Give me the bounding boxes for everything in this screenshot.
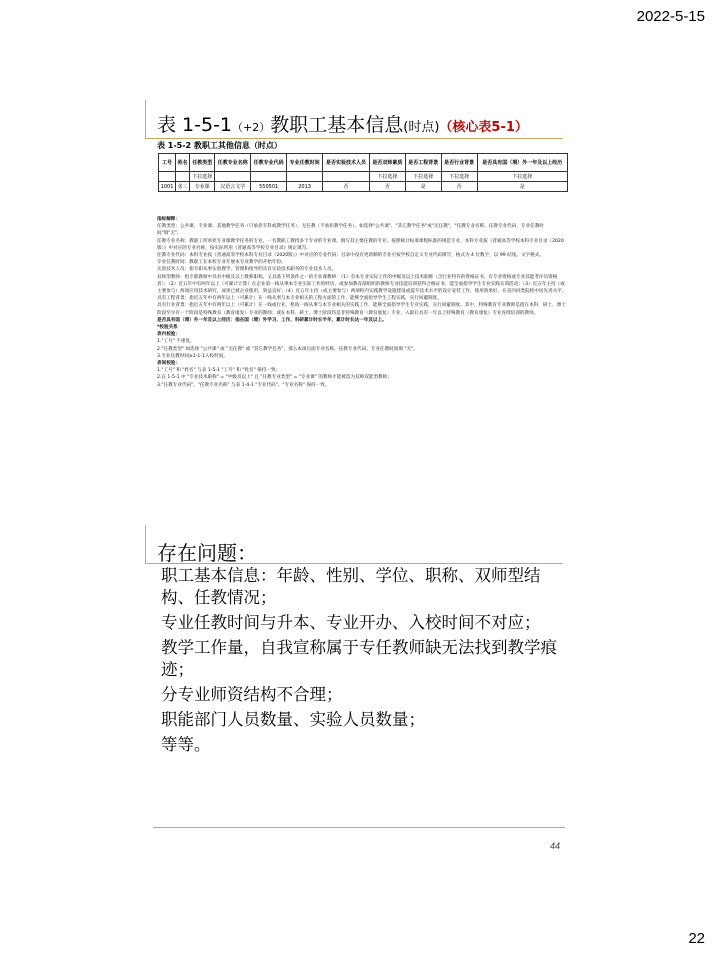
problem-item: 分专业师资结构不合理； [161,685,343,704]
table-header-cell: 是否实验技术人员 [323,154,370,172]
note-line: 指标解释： [157,217,180,222]
table-cell: 汉语言文学 [215,182,251,192]
table-cell: 否 [323,182,370,192]
table-cell: 专业课 [190,182,215,192]
table-cell: 是 [405,182,441,192]
slide-title: 存在问题： [157,541,257,565]
table-cell: 下拉选择 [441,172,477,182]
slide-problems [145,525,570,851]
table-header-cell: 专业任教时间 [287,154,323,172]
footer-rule [153,827,565,828]
table-header-cell: 工号 [159,154,176,172]
problem-item: 教学工作量，自我宣称属于专任教师缺无法找到教学痕迹； [161,638,557,679]
note-line: 双师型教师：指专职教师中具有中级及以上教师职称，又具备下列条件之一的专业课教师：（1）有本专业实际工作的中级及以上技术职称（含行业特许的资格证书，有专业资格或专业技能考评员资格者）；（2）近五年中有两年以上（可累计计算）在企业第一线从事本专业实际工作的经历，或参加教育部组织的教师专业技能培训获得合格证书，能全面指导学生专业实践实训活动；（3）近五年主持（或主要参与）两项应用技术研究，成果已被企业使用，效益良好；（4）近五年主持（或主要参与）两项校内实践教学设施建设或提升技术水平的设计安装工作，使用效果好，在省内同类院校中居先进水平。 [157,274,567,295]
page-number: 22 [688,930,705,947]
table-header-cell: 任教专业名称 [215,154,251,172]
note-line: 任教类型：公共课、专业课、其他教学任务（只承担专科或教学任务）、无任教（不承担教学任务）。如选择"公共课"、"其它教学任务"或"无任教"，"任教专业名称、任教专业代码、专业任教时间"填"无"。 [157,224,544,237]
note-line: 表间校验： [157,361,180,367]
table-cell: 否 [441,182,477,192]
print-date: 2022-5-15 [636,8,705,25]
problem-item: 等等。 [161,735,211,754]
title-suffix: (时点) [403,120,440,135]
table-header-cell: 任教类型 [190,154,215,172]
problem-item: 职工基本信息：年龄、性别、学位、职称、双师型结构、任教情况； [161,566,541,607]
table-cell: 下拉选择 [369,172,405,182]
note-line: 具有工程背景：指近五年中有两年以上（可累计）在一线从事与本专业相关的工程方面的工作，能够全面指导学生工程实践，实行回避制度。 [157,296,442,302]
accent-rule-vertical [145,100,146,138]
table-body [159,172,568,192]
table-cell [251,172,287,182]
table-header-row [159,154,568,172]
note-line: 实验技术人员：指专职从事实验教学、管理和指导的具有实验技术职务的专业技术人员。 [157,267,337,273]
table-cell [159,172,176,182]
table-cell: 550501 [251,182,287,192]
note-line: 3."任教专业代码"、"任教专业名称" 与表 1-4-1 "专业代码"、"专业名称" 保持一致。 [157,382,330,388]
subtable-title: 表 1-5-2 教职工其他信息（时点） [157,141,282,150]
table-header-cell: 任教专业代码 [251,154,287,172]
note-line: 是否具有国（境）外一年及以上经历：指在国（境）外学习、工作、科研累计时长半年，累计时长达一年及以上。 [157,317,387,323]
table-header-cell: 是否工程背景 [405,154,441,172]
title-table-number: 表 1-5-1 [157,114,233,136]
problems-list [161,565,573,759]
table-cell [323,172,370,182]
note-line: 2.在 1-5-1 中 "专业技术职称" = "中级及以上" 且 "任教专业类型" = "专业课" 的教师才能被选为双师双能型教师； [157,375,392,381]
slide-number: 44 [549,841,560,851]
title-text: 教职工基本信息 [270,114,404,136]
table-cell: 下拉选择 [190,172,215,182]
problem-item: 专业任教时间与升本、专业开办、入校时间不对应； [161,613,541,632]
title-paren: （+2） [232,121,271,134]
table-cell [176,172,190,182]
note-line: 1."工号" 和 "姓名" 与表 1-5-1 "工号" 和 "姓名" 保持一致； [157,368,281,374]
note-line: 2."任教类型" 如选择 "公共课" 或 "无任教" 或 "其它教学任务"，那么本项后面专业名称、任教专业代码、专业任教时间填 "无"。 [157,346,418,352]
indicator-notes [157,216,567,389]
accent-rule-horizontal [145,138,563,139]
slide-table-info [145,100,565,420]
problem-item: 职能部门人员数量、实验人员数量； [161,710,425,729]
note-line: 表内校验： [157,332,180,338]
staff-info-table [158,153,568,192]
table-cell [287,172,323,182]
note-line: 具有行业背景：指近五年中有两年以上（可累计）在一线或行业、机构一线从事与本专业相关的实践工作，能够全面指导学生专业实践，实行回避制度。其中，特殊教育专业教师是指在本科、研士、博士阶段至少有一个阶段是特殊教育（教育康复）专业的教师；或在本科、研士、博士阶段均是非特殊教育（教育康复）专业，入职后具有一年以上特殊教育（教育康复）专业连续培训的教师。 [157,303,566,316]
table-cell: 1001 [159,182,176,192]
note-line: *校验关系 [157,325,178,331]
table-header-cell: 是否具有国（境）外一年及以上经历 [477,154,567,172]
title-core-label: （核心表5-1） [439,120,528,135]
table-cell: 下拉选择 [477,172,567,182]
table-cell: 下拉选择 [405,172,441,182]
table-cell: 张三 [176,182,190,192]
note-line: 任教专业名称：教职工所承担专业课教学任务的专业，一名教职工教授多个专业的专业课，填写其主要任教的专业。按照统计标准课程标准的规范专业，本科专业按《普通高等学校本科专业目录（2020版）》中对应的专业名称，按实际所用《普通高等学校专业目录》规定填写。 [157,238,564,251]
table-cell [215,172,251,182]
table-cell: 否 [369,182,405,192]
table-row [159,172,568,182]
note-line: 3.专业任教时间≥1-1-1入校时间。 [157,353,228,359]
table-cell: 2013 [287,182,323,192]
table-row [159,182,568,192]
note-line: 专业任教时间：教职工在本校专业开展本专业教学的开始年份。 [157,260,286,266]
table-cell: 是 [477,182,567,192]
table-header-cell: 是否双师素质 [369,154,405,172]
table-header-cell: 姓名 [176,154,190,172]
table-header-cell: 是否行业背景 [441,154,477,172]
slide-title [157,110,528,137]
note-line: 1."工号" 不重复。 [157,339,195,345]
accent-rule-vertical [145,525,146,563]
note-line: 任教专业代码：本科专业按《普通高等学校本科专业目录（2020版）》中对应的专业代码；目录中没有更新顺的专业可按学校自定义专业代码填写，格式为 4 位数字，以 99 结尾。文字格式。 [157,253,544,259]
